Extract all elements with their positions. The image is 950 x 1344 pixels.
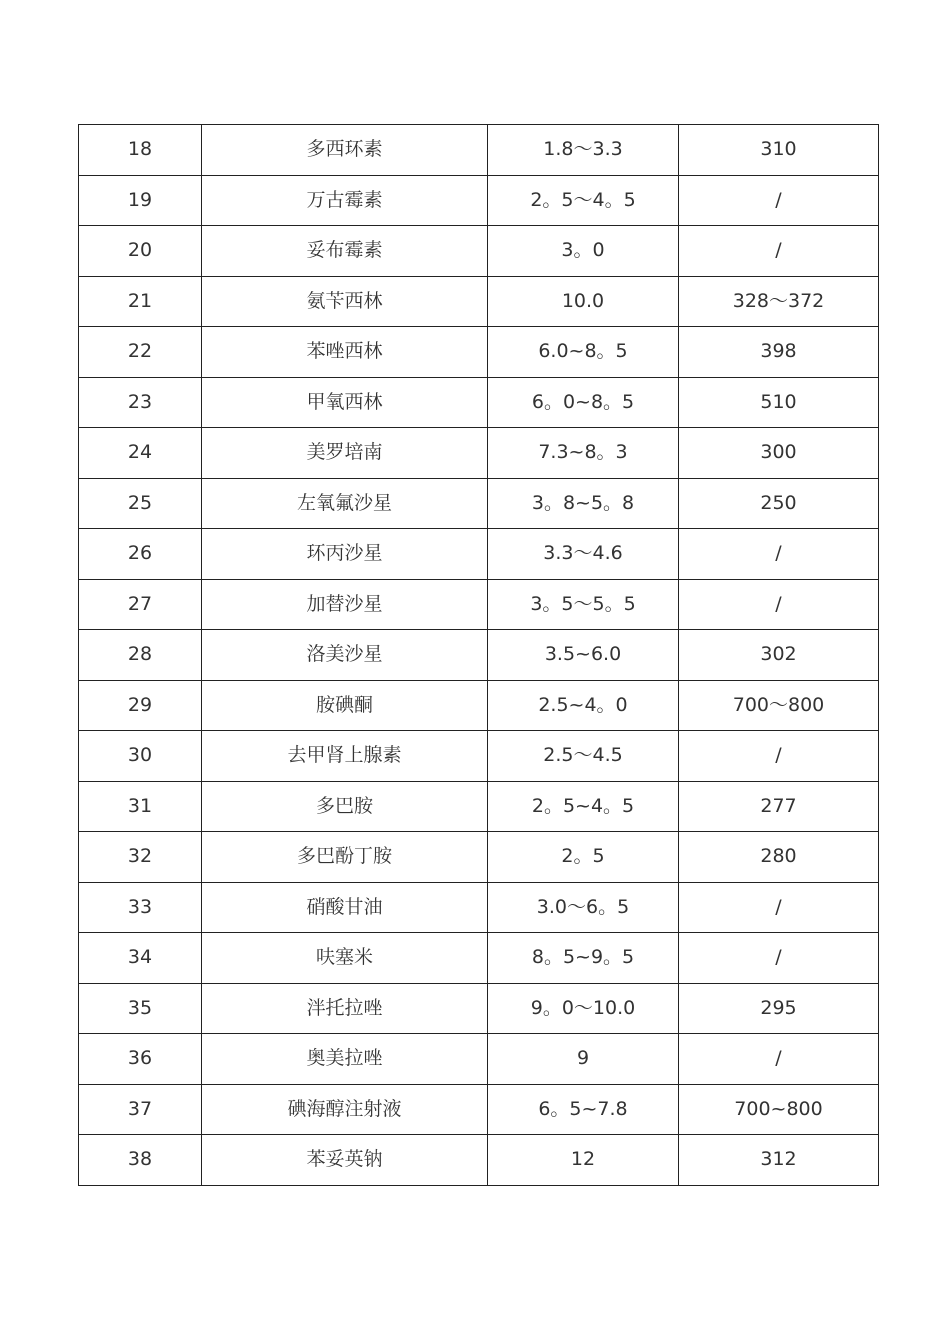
drug-name-cell: 多巴酚丁胺 [202,832,488,883]
value-range-cell: 3。8~5。8 [488,478,679,529]
table-row [79,175,879,226]
value-cell: / [679,226,879,277]
value-cell: 280 [679,832,879,883]
table-row [79,731,879,782]
value-cell: / [679,529,879,580]
drug-name-cell: 多西环素 [202,125,488,176]
value-cell: 398 [679,327,879,378]
row-number-cell: 35 [79,983,202,1034]
value-range-cell: 6。5~7.8 [488,1084,679,1135]
value-range-cell: 3。0 [488,226,679,277]
drug-name-cell: 去甲肾上腺素 [202,731,488,782]
drug-name-cell: 加替沙星 [202,579,488,630]
value-range-cell: 3.0～6。5 [488,882,679,933]
value-cell: 700~800 [679,1084,879,1135]
row-number-cell: 33 [79,882,202,933]
row-number-cell: 31 [79,781,202,832]
value-range-cell: 9。0～10.0 [488,983,679,1034]
row-number-cell: 28 [79,630,202,681]
value-range-cell: 3.5~6.0 [488,630,679,681]
row-number-cell: 18 [79,125,202,176]
drug-name-cell: 洛美沙星 [202,630,488,681]
table-row [79,983,879,1034]
row-number-cell: 26 [79,529,202,580]
value-range-cell: 6。0~8。5 [488,377,679,428]
row-number-cell: 29 [79,680,202,731]
drug-data-table [78,124,879,1186]
row-number-cell: 23 [79,377,202,428]
row-number-cell: 21 [79,276,202,327]
value-cell: 295 [679,983,879,1034]
value-cell: / [679,175,879,226]
drug-name-cell: 苯妥英钠 [202,1135,488,1186]
value-cell: 312 [679,1135,879,1186]
value-cell: 510 [679,377,879,428]
drug-name-cell: 左氧氟沙星 [202,478,488,529]
drug-name-cell: 甲氧西林 [202,377,488,428]
value-cell: 302 [679,630,879,681]
drug-name-cell: 氨苄西林 [202,276,488,327]
table-row [79,276,879,327]
value-cell: 310 [679,125,879,176]
row-number-cell: 25 [79,478,202,529]
value-range-cell: 2.5～4.5 [488,731,679,782]
drug-name-cell: 苯唑西林 [202,327,488,378]
table-row [79,226,879,277]
table-row [79,933,879,984]
row-number-cell: 30 [79,731,202,782]
table-row [79,529,879,580]
drug-name-cell: 碘海醇注射液 [202,1084,488,1135]
row-number-cell: 19 [79,175,202,226]
drug-name-cell: 妥布霉素 [202,226,488,277]
value-range-cell: 1.8～3.3 [488,125,679,176]
value-cell: 328～372 [679,276,879,327]
table-body [79,125,879,1186]
table-row [79,428,879,479]
value-range-cell: 2.5~4。0 [488,680,679,731]
value-cell: / [679,579,879,630]
row-number-cell: 37 [79,1084,202,1135]
drug-name-cell: 奥美拉唑 [202,1034,488,1085]
value-range-cell: 7.3~8。3 [488,428,679,479]
drug-name-cell: 胺碘酮 [202,680,488,731]
value-cell: 300 [679,428,879,479]
value-range-cell: 2。5～4。5 [488,175,679,226]
value-cell: / [679,1034,879,1085]
value-range-cell: 9 [488,1034,679,1085]
row-number-cell: 27 [79,579,202,630]
drug-name-cell: 美罗培南 [202,428,488,479]
table-row [79,1084,879,1135]
row-number-cell: 24 [79,428,202,479]
drug-name-cell: 万古霉素 [202,175,488,226]
drug-name-cell: 硝酸甘油 [202,882,488,933]
row-number-cell: 32 [79,832,202,883]
table-row [79,327,879,378]
value-cell: / [679,882,879,933]
row-number-cell: 22 [79,327,202,378]
table-row [79,1034,879,1085]
value-cell: / [679,933,879,984]
table-row [79,882,879,933]
value-range-cell: 12 [488,1135,679,1186]
value-range-cell: 10.0 [488,276,679,327]
value-range-cell: 8。5~9。5 [488,933,679,984]
value-range-cell: 6.0~8。5 [488,327,679,378]
row-number-cell: 34 [79,933,202,984]
value-cell: 277 [679,781,879,832]
table-row [79,579,879,630]
value-range-cell: 3.3～4.6 [488,529,679,580]
value-cell: / [679,731,879,782]
drug-name-cell: 环丙沙星 [202,529,488,580]
table-row [79,680,879,731]
value-cell: 250 [679,478,879,529]
drug-name-cell: 泮托拉唑 [202,983,488,1034]
value-range-cell: 3。5～5。5 [488,579,679,630]
value-range-cell: 2。5~4。5 [488,781,679,832]
value-range-cell: 2。5 [488,832,679,883]
value-cell: 700～800 [679,680,879,731]
table-row [79,630,879,681]
table-row [79,478,879,529]
table-row [79,125,879,176]
table-row [79,832,879,883]
row-number-cell: 38 [79,1135,202,1186]
table-row [79,781,879,832]
row-number-cell: 36 [79,1034,202,1085]
row-number-cell: 20 [79,226,202,277]
drug-name-cell: 呋塞米 [202,933,488,984]
table-row [79,377,879,428]
drug-name-cell: 多巴胺 [202,781,488,832]
table-row [79,1135,879,1186]
